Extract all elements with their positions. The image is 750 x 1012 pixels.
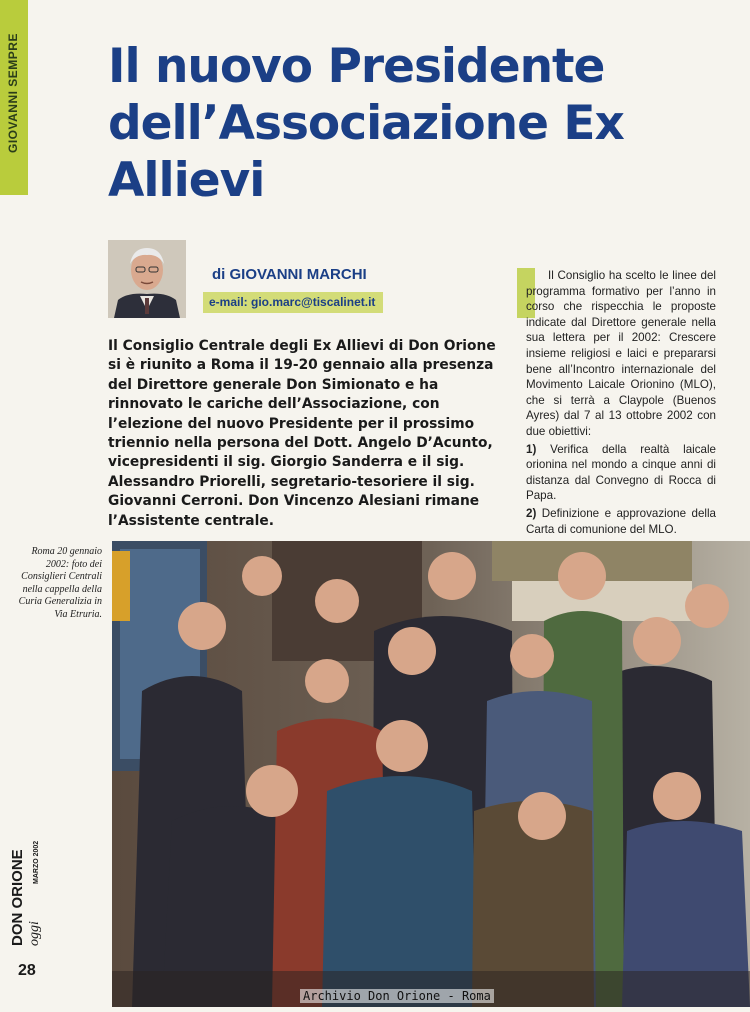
body-column bbox=[526, 268, 716, 539]
section-tab-label: GIOVANNI SEMPRE bbox=[6, 33, 20, 153]
body-point-2-number: 2) bbox=[526, 506, 537, 520]
section-tab bbox=[0, 0, 28, 195]
brand-name: DON ORIONE bbox=[9, 849, 26, 946]
archive-watermark: Archivio Don Orione - Roma bbox=[300, 989, 494, 1003]
photo-caption: Roma 20 gennaio 2002: foto dei Consiglieri Centrali nella cappella della Curia Generalizia in Via Etruria. bbox=[18, 546, 102, 620]
lead-paragraph: Il Consiglio Centrale degli Ex Allievi di Don Orione si è riunito a Roma il 19-20 gennaio alla presenza del Direttore generale Don Simionato e ha rinnovato le cariche dell’Associazione, con l’elezione del nuovo Presidente per il prossimo triennio nella persona del Dott. Angelo D’Acunto, vicepresidenti il sig. Giorgio Sanderra e il sig. Alessandro Priorelli, segretario-tesoriere il sig. Giovanni Cerroni. Don Vincenzo Alesiani rimane l’Assistente centrale. bbox=[108, 338, 496, 529]
page-number: 28 bbox=[18, 962, 36, 979]
author-photo bbox=[108, 240, 186, 318]
body-intro: Il Consiglio ha scelto le linee del programma formativo per l’anno in corso che rispecchia le proposte indicate dal Direttore generale nella sua lettera per il 2002: Crescere insieme religiosi e laici e prepararsi bene all’Incontro internazionale del Movimento Laicale Orionino (MLO), che si terrà a Claypole (Buenos Ayres) dal 7 al 13 ottobre 2002 con due obiettivi: bbox=[526, 269, 716, 438]
magazine-brand bbox=[9, 840, 54, 947]
group-photo bbox=[112, 541, 750, 1007]
author-email[interactable]: e-mail: gio.marc@tiscalinet.it bbox=[203, 292, 383, 313]
body-point-2 bbox=[526, 506, 716, 537]
byline: di GIOVANNI MARCHI bbox=[212, 266, 367, 283]
brand-subtitle: oggi bbox=[27, 921, 42, 946]
body-point-1-number: 1) bbox=[526, 442, 537, 456]
headline: Il nuovo Presidente dell’Associazione Ex Allievi bbox=[108, 39, 624, 208]
issue-date: MARZO 2002 bbox=[33, 840, 40, 884]
body-point-1 bbox=[526, 442, 716, 504]
body-point-1-text: Verifica della realtà laicale orionina nel mondo a cinque anni di distanza dal Convegno di Rocca di Papa. bbox=[526, 442, 716, 503]
body-point-2-text: Definizione e approvazione della Carta di comunione del MLO. bbox=[526, 506, 716, 536]
